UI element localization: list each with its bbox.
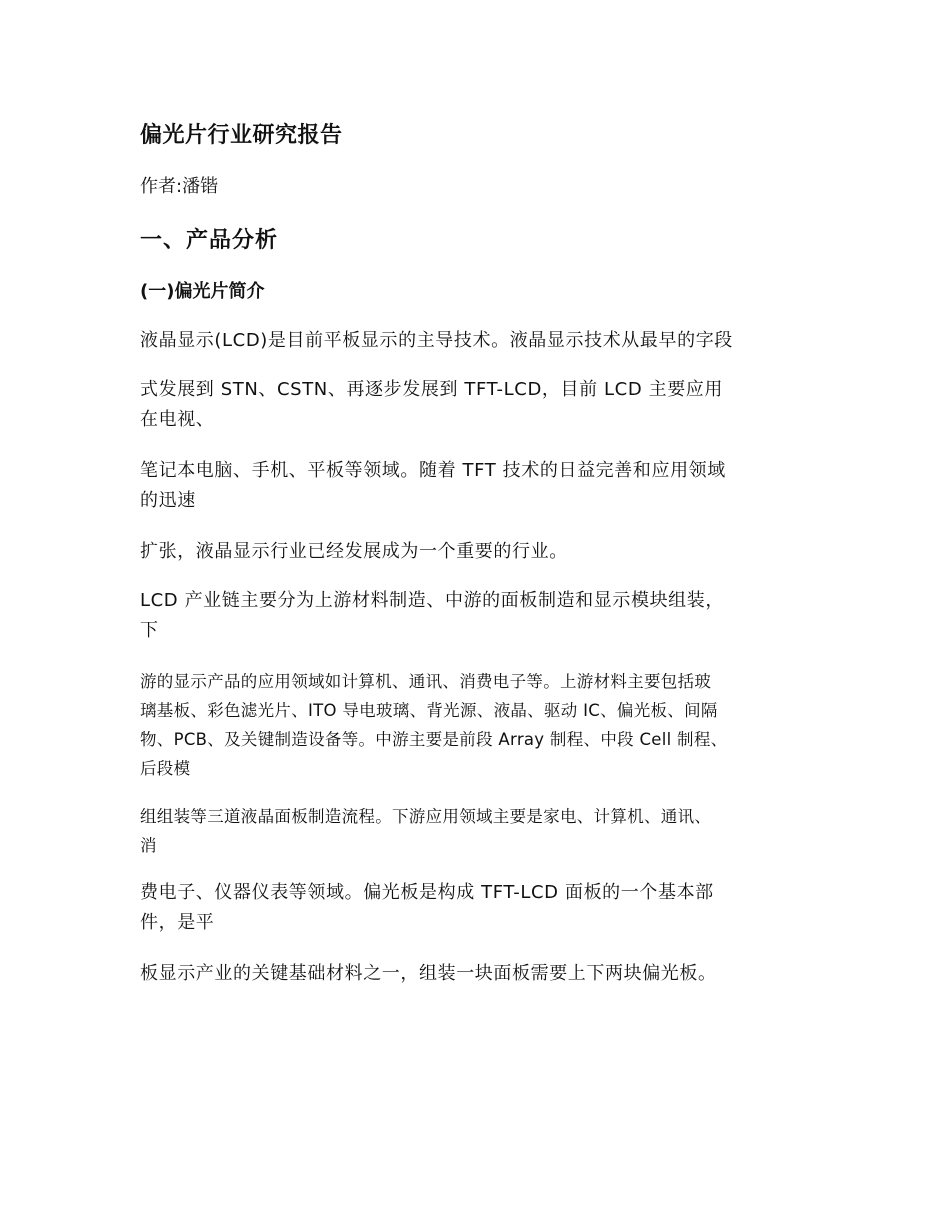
- subsection-heading: (一)偏光片简介: [140, 281, 265, 302]
- paragraph-9: 板显示产业的关键基础材料之一，组装一块面板需要上下两块偏光板。: [140, 963, 717, 984]
- paragraph-6: 游的显示产品的应用领域如计算机、通讯、消费电子等。上游材料主要包括玻 璃基板、彩色滤光片、ITO 导电玻璃、背光源、液晶、驱动 IC、偏光板、间隔 物、PCB、及关键制造设备等。中游主要是前段 Array 制程、中段 Cell 制程、 后段模: [140, 672, 728, 778]
- author-line: 作者:潘锴: [140, 176, 219, 197]
- paragraph-4: 扩张，液晶显示行业已经发展成为一个重要的行业。: [140, 541, 568, 562]
- paragraph-8: 费电子、仪器仪表等领域。偏光板是构成 TFT-LCD 面板的一个基本部 件，是平: [140, 882, 714, 933]
- section-heading: 一、产品分析: [140, 228, 279, 253]
- paragraph-7: 组组装等三道液晶面板制造流程。下游应用领域主要是家电、计算机、通讯、 消: [140, 807, 712, 855]
- paragraph-3: 笔记本电脑、手机、平板等领域。随着 TFT 技术的日益完善和应用领域 的迅速: [140, 460, 726, 511]
- report-title: 偏光片行业研究报告: [140, 123, 343, 148]
- paragraph-1: 液晶显示(LCD)是目前平板显示的主导技术。液晶显示技术从最早的字段: [140, 330, 733, 351]
- paragraph-2: 式发展到 STN、CSTN、再逐步发展到 TFT-LCD，目前 LCD 主要应用 在电视、: [140, 379, 724, 430]
- paragraph-5: LCD 产业链主要分为上游材料制造、中游的面板制造和显示模块组装， 下: [140, 590, 724, 641]
